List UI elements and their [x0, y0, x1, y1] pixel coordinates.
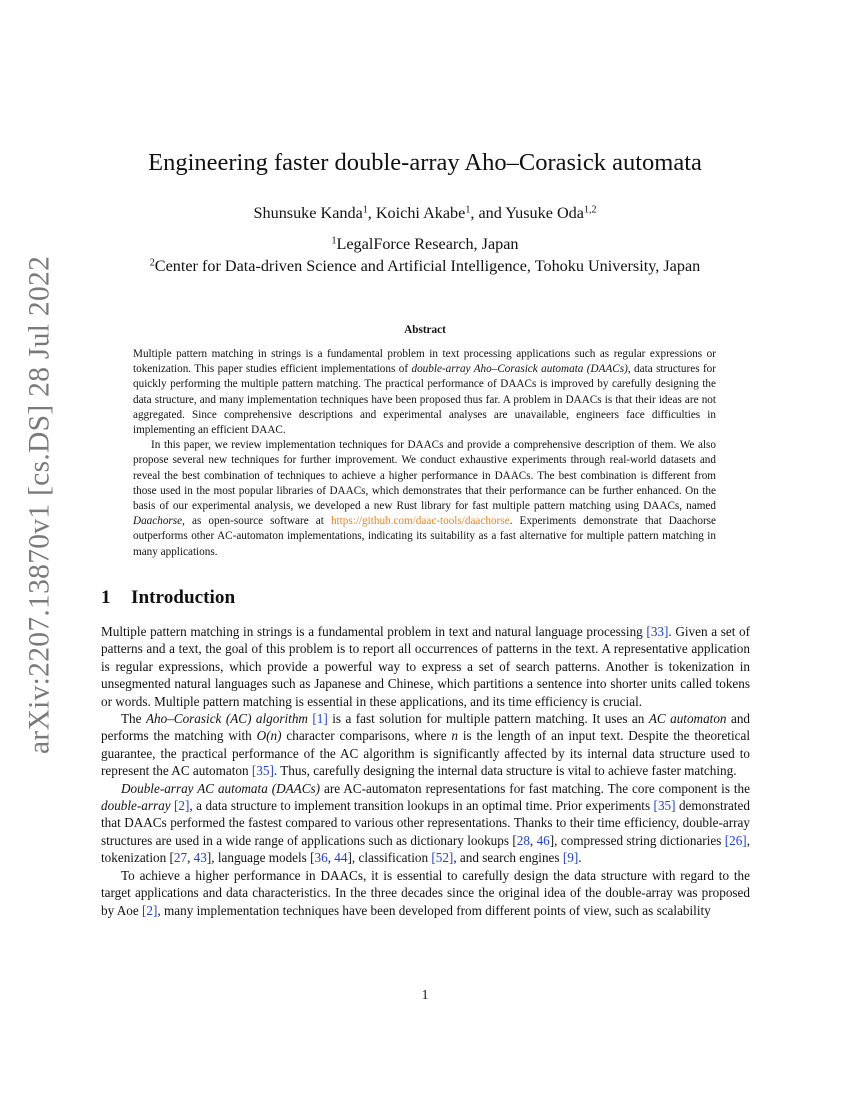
citation-link[interactable]: 27 — [173, 850, 188, 866]
emphasis: Aho–Corasick (AC) algorithm — [145, 711, 308, 727]
affiliation — [0, 257, 850, 276]
text-run: ], classification — [347, 850, 432, 866]
math-variable: n — [451, 728, 458, 744]
affiliation-text: Center for Data-driven Science and Artificial Intelligence, Tohoku University, Japan — [154, 257, 701, 275]
citation-link[interactable]: 44 — [334, 850, 348, 866]
citation-link[interactable]: 43 — [193, 850, 207, 866]
citation-link[interactable]: [9] — [562, 850, 579, 866]
author-name: Shunsuke Kanda — [253, 204, 363, 222]
text-run: are AC-automaton representations for fast matching. The core component is the — [320, 780, 750, 796]
abstract-paragraph — [133, 438, 716, 560]
citation-link[interactable]: 28 — [516, 832, 530, 848]
arxiv-identifier: arXiv:2207.13870v1 [cs.DS] 28 Jul 2022 — [23, 255, 56, 755]
text-run: ], language models [ — [206, 850, 315, 866]
author-affiliation-mark: 1 — [362, 204, 368, 216]
text-run: demonstrated that DAACs performed the fastest compared to various other representations. Thanks to their time efficiency, double-array structures are used in a wide range of applications such as dictionary lookups [ — [101, 798, 751, 848]
abstract-paragraph — [133, 347, 716, 438]
text-run: and performs the matching with — [101, 711, 751, 744]
text-run: In this paper, we review implementation techniques for DAACs and provide a comprehensive description of them. We also propose several new techniques for further improvement. We conduct exhaustive experiments through real-world datasets and reveal the best combination of techniques to achieve a higher performance in DAACs. The best combination is different from those used in the most popular libraries of DAACs, which demonstrates that their performance can be further enhanced. On the basis of our experimental analysis, we developed a new Rust library for fast multiple pattern matching using DAACs, named — [133, 439, 716, 513]
github-url-link[interactable]: https://github.com/daac-tools/daachorse — [330, 515, 510, 528]
citation-link[interactable]: [35] — [653, 798, 676, 814]
text-run: is the length of an input text. Despite the theoretical guarantee, the practical performance of the AC algorithm is significantly affected by its internal data structure used to represent the AC automaton — [101, 728, 750, 779]
text-run: , many implementation techniques have been developed from different points of view, such as scalability — [157, 902, 711, 918]
section-title: Introduction — [131, 587, 236, 608]
affiliation-mark: 1 — [331, 235, 337, 247]
author-affiliation-mark: 1,2 — [583, 204, 597, 216]
emphasis: AC automaton — [648, 711, 727, 727]
author-separator: , — [367, 204, 376, 222]
text-run: , data structures for quickly performing the multiple pattern matching. The practical performance of DAACs is improved by carefully designing the data structure, and many implementation techniques have been proposed thus far. A problem in DAACs is that their ideas are not aggregated. Since comprehensive descriptions and experimental analyses are unavailable, engineers face difficulties in implementing an efficient DAAC. — [133, 363, 717, 437]
text-run: . — [578, 850, 582, 866]
introduction-body — [101, 623, 750, 919]
section-heading — [101, 587, 235, 609]
text-run: . Thus, carefully designing the internal data structure is vital to achieve faster matching. — [273, 763, 737, 779]
paper-title: Engineering faster double-array Aho–Corasick automata — [148, 149, 702, 176]
text-run: Multiple pattern matching in strings is a fundamental problem in text processing applications such as regular expressions or tokenization. This paper studies efficient implementations of — [133, 348, 716, 376]
emphasis: double-array Aho–Corasick automata (DAACs) — [411, 363, 628, 376]
author-affiliation-mark: 1 — [465, 204, 471, 216]
body-paragraph — [101, 623, 750, 710]
text-run: To achieve a higher performance in DAACs, it is essential to carefully design the data structure with regard to the target applications and data characteristics. In the three decades since the original idea of the double-array was proposed by Aoe — [101, 867, 750, 918]
citation-link[interactable]: 36 — [314, 850, 328, 866]
section-number: 1 — [101, 587, 111, 608]
text-run: Multiple pattern matching in strings is a fundamental problem in text and natural language processing — [101, 624, 647, 639]
page-number: 1 — [421, 987, 429, 1002]
citation-link[interactable]: [2] — [142, 902, 158, 918]
body-paragraph: Double-array AC automata (DAACs) are AC-automaton representations for fast matching. The core component is the double-array [2], a data structure to implement transition lookups in an optimal time. Prior experiments [35] demonstrated that DAACs performed the fastest compared to various other representations. Thanks to their time efficiency, double-array structures are used in a wide range of applications such as dictionary lookups [28, 46], compressed string dictionaries [26], tokenization [27, 43], language models [36, 44], classification [52], and search engines [9]. — [101, 780, 751, 866]
citation-link[interactable]: [2] — [174, 798, 190, 814]
text-run: , tokenization [ — [101, 832, 750, 866]
text-run: ], compressed string dictionaries — [549, 832, 725, 848]
citation-link[interactable]: [26] — [724, 832, 747, 848]
citation-link[interactable]: [1] — [312, 711, 328, 727]
citation-link[interactable]: 46 — [536, 832, 550, 848]
text-run: , as open-source software at — [182, 515, 331, 528]
text-run: , and search engines — [453, 850, 563, 866]
abstract-body — [133, 347, 716, 560]
citation-link[interactable]: [52] — [431, 850, 454, 866]
author-separator: , and — [470, 204, 506, 222]
affiliation-mark: 2 — [149, 257, 155, 269]
emphasis: double-array — [101, 798, 171, 814]
body-paragraph — [101, 867, 750, 919]
affiliation-text: LegalForce Research, Japan — [336, 235, 519, 253]
citation-link[interactable]: [35] — [251, 763, 274, 779]
text-run: . Experiments demonstrate that Daachorse outperforms other AC-automaton implementations, indicating its suitability as a fast alternative for multiple pattern matching in many applications. — [133, 515, 716, 558]
text-run: . Given a set of patterns and a text, the goal of this problem is to report all occurrences of patterns in the text. A representative application is regular expressions, which provide a powerful way to express a set of search patterns. Another is tokenization in unsegmented natural languages such as Japanese and Chinese, which partitions a sentence into shorter units called tokens or words. Multiple pattern matching is essential in these applications, and its time efficiency is crucial. — [101, 624, 751, 709]
text-run: The — [121, 711, 146, 727]
emphasis: Daachorse — [133, 515, 183, 528]
text-run: character comparisons, where — [281, 728, 452, 744]
author-list — [0, 204, 850, 223]
affiliation — [0, 235, 850, 254]
abstract-heading: Abstract — [404, 324, 446, 336]
citation-link[interactable]: [33] — [646, 624, 669, 639]
author-name: Yusuke Oda — [505, 204, 584, 222]
math-expression: O(n) — [256, 728, 282, 744]
emphasis: Double-array AC automata (DAACs) — [121, 780, 321, 796]
author-name: Koichi Akabe — [375, 204, 466, 222]
text-run: , a data structure to implement transition lookups in an optimal time. Prior experiments — [189, 798, 654, 814]
body-paragraph — [101, 710, 750, 780]
text-run: is a fast solution for multiple pattern matching. It uses an — [327, 711, 649, 727]
